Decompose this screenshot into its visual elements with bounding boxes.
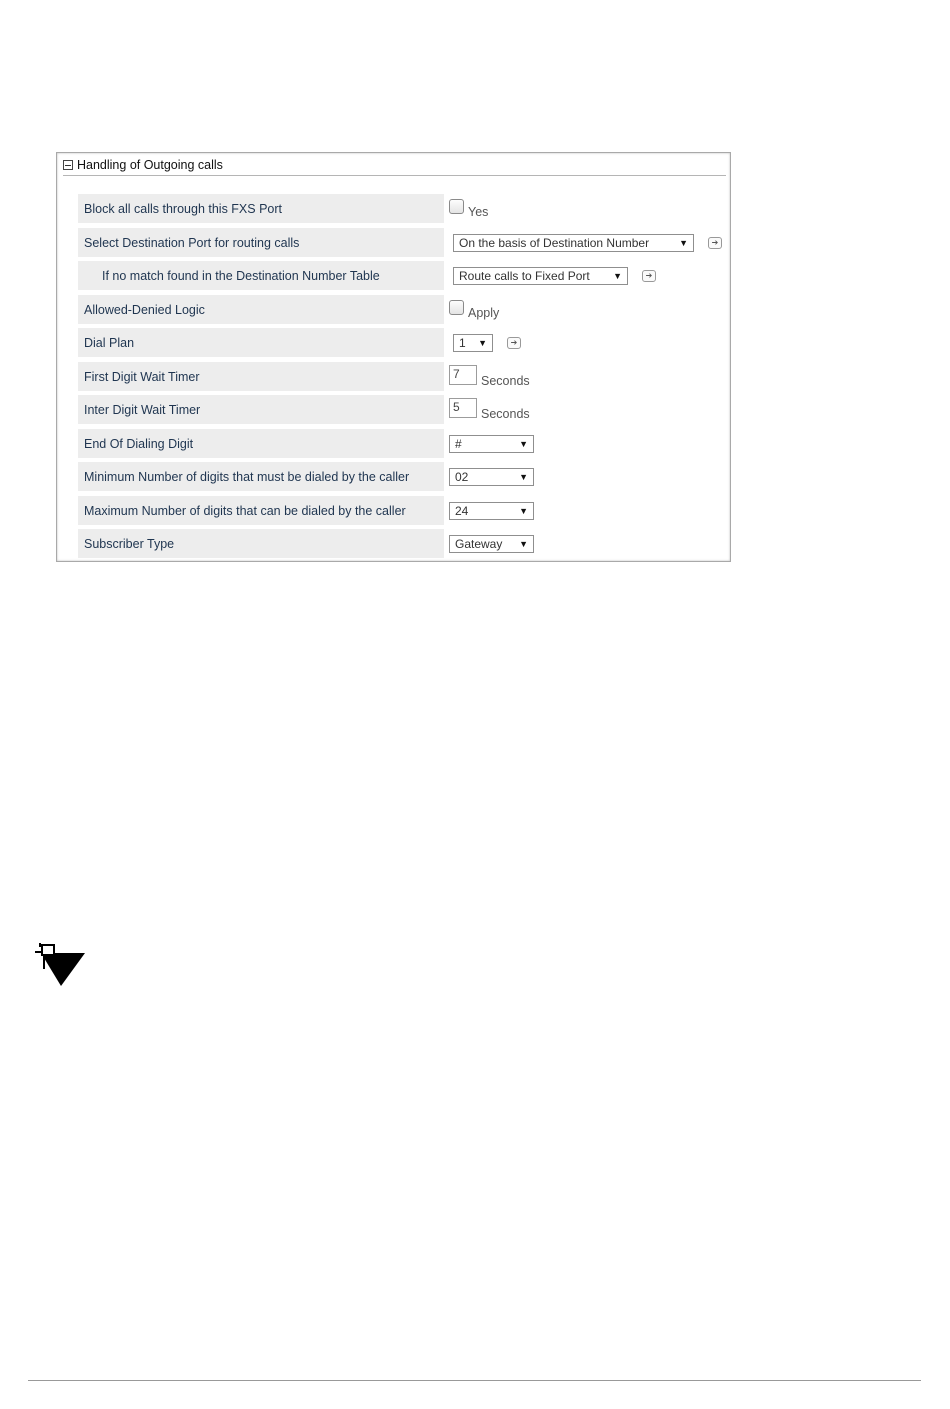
apply-checkbox[interactable] [449,300,464,315]
field-label: Inter Digit Wait Timer [78,395,444,424]
panel-title: Handling of Outgoing calls [77,158,223,172]
unit-label: Seconds [481,406,530,421]
select-value: Route calls to Fixed Port [459,268,590,283]
dropdown-arrow-icon: ▼ [519,505,528,516]
field-value [449,529,739,558]
field-label: Block all calls through this FXS Port [78,194,444,223]
dropdown-arrow-icon: ▼ [478,337,487,348]
select-value: 02 [455,469,469,484]
inter-digit-input[interactable]: 5 [449,398,477,418]
row-allowed-denied [78,295,728,324]
field-value [449,395,739,424]
arrow-right-icon[interactable]: ➔ [642,270,656,282]
dropdown-arrow-icon: ▼ [613,270,622,281]
select-value: 1 [459,335,466,350]
field-value [453,228,743,257]
destination-port-select[interactable] [453,234,694,252]
field-label: Dial Plan [78,328,444,357]
max-digits-select[interactable] [449,502,534,520]
dropdown-arrow-icon: ▼ [679,237,688,248]
arrow-right-icon[interactable]: ➔ [708,237,722,249]
select-value: 24 [455,503,469,518]
field-label: End Of Dialing Digit [78,429,444,458]
dropdown-arrow-icon: ▼ [519,438,528,449]
row-max-digits [78,496,728,525]
field-label: Allowed-Denied Logic [78,295,444,324]
field-label: Maximum Number of digits that can be dialed by the caller [78,496,444,525]
dropdown-arrow-icon: ▼ [519,471,528,482]
field-value [449,429,739,458]
row-no-match [78,261,728,290]
field-label: Minimum Number of digits that must be dialed by the caller [78,462,444,491]
panel-header [63,157,726,176]
no-match-select[interactable] [453,267,628,285]
field-value [449,362,739,391]
row-min-digits [78,462,728,491]
footer-divider [28,1380,921,1381]
row-end-digit [78,429,728,458]
select-value: # [455,436,462,451]
row-dial-plan [78,328,728,357]
outgoing-calls-panel [56,152,731,562]
subscriber-type-select[interactable] [449,535,534,553]
field-value [449,496,739,525]
checkbox-label: Apply [468,305,500,320]
field-value [449,462,739,491]
block-calls-checkbox[interactable] [449,199,464,214]
min-digits-select[interactable] [449,468,534,486]
end-digit-select[interactable] [449,435,534,453]
row-first-digit [78,362,728,391]
field-label: Subscriber Type [78,529,444,558]
select-value: Gateway [455,536,503,551]
first-digit-input[interactable]: 7 [449,365,477,385]
row-destination-port [78,228,728,257]
note-pin-icon [33,941,87,989]
field-label: Select Destination Port for routing calls [78,228,444,257]
field-value [453,328,743,357]
row-block-calls [78,194,728,223]
field-value [449,295,739,324]
checkbox-label: Yes [468,204,489,219]
unit-label: Seconds [481,373,530,388]
field-label: If no match found in the Destination Number Table [78,261,444,290]
select-value: On the basis of Destination Number [459,235,650,250]
row-inter-digit [78,395,728,424]
field-value [453,261,743,290]
dial-plan-select[interactable] [453,334,493,352]
field-value [449,194,739,223]
arrow-right-icon[interactable]: ➔ [507,337,521,349]
field-label: First Digit Wait Timer [78,362,444,391]
collapse-icon[interactable] [63,160,73,170]
row-subscriber-type [78,529,728,558]
dropdown-arrow-icon: ▼ [519,538,528,549]
